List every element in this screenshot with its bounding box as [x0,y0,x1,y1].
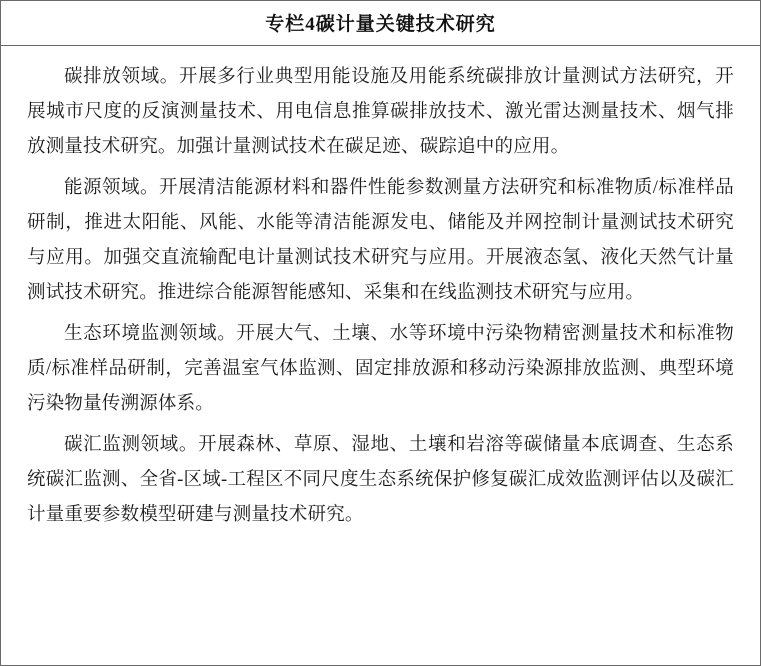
page-title: 专栏4碳计量关键技术研究 [265,14,496,35]
paragraph-carbon-emission: 碳排放领域。开展多行业典型用能设施及用能系统碳排放计量测试方法研究，开展城市尺度的反演测量技术、用电信息推算碳排放技术、激光雷达测量技术、烟气排放测量技术研究。加强计量测试技术在碳足迹、碳踪追中的应用。 [27,67,734,157]
paragraph-energy: 能源领域。开展清洁能源材料和器件性能参数测量方法研究和标准物质/标准样品研制，推进太阳能、风能、水能等清洁能源发电、储能及并网控制计量测试技术研究与应用。加强交直流输配电计量测试技术研究与应用。开展液态氢、液化天然气计量测试技术研究。推进综合能源智能感知、采集和在线监测技术研究与应用。 [27,178,734,303]
document-body [1,46,760,665]
panel-title-bar [1,1,760,46]
paragraph-eco-environment-monitoring: 生态环境监测领域。开展大气、土壤、水等环境中污染物精密测量技术和标准物质/标准样品研制，完善温室气体监测、固定排放源和移动污染源排放监测、典型环境污染物量传溯源体系。 [27,324,734,414]
paragraph-carbon-sink-monitoring: 碳汇监测领域。开展森林、草原、湿地、土壤和岩溶等碳储量本底调查、生态系统碳汇监测、全省-区域-工程区不同尺度生态系统保护修复碳汇成效监测评估以及碳汇计量重要参数模型研建与测量技术研究。 [27,435,734,525]
